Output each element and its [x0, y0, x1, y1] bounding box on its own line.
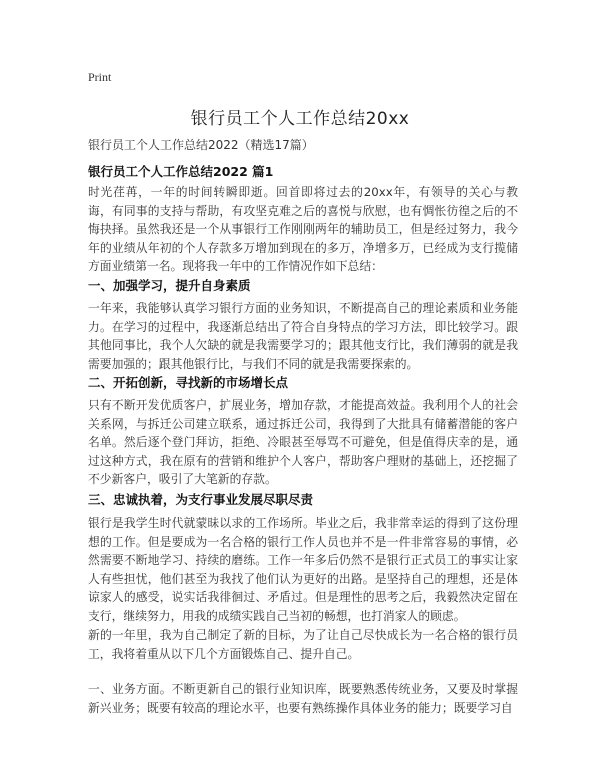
piece-heading: 银行员工个人工作总结2022 篇1 [88, 164, 274, 179]
document-title: 银行员工个人工作总结20xx [190, 109, 410, 129]
intro-paragraph: 时光荏苒，一年的时间转瞬即逝。回首即将过去的20xx年，有领导的关心与教诲，有同事的支持与帮助，有攻坚克难之后的喜悦与欣慰，也有惆怅彷徨之后的不悔抉择。虽然我还是一个从事银行工作刚刚两年的辅助员工，但是经过努力，我今年的业绩从年初的个人存款多万增加到现在的多万，净增多万，已经成为支行揽储方面业绩第一名。现将我一年中的工作情况作如下总结： [88, 185, 518, 273]
section-heading-study: 一、加强学习，提升自身素质 [88, 278, 251, 293]
section-heading-loyalty: 三、忠诚执着，为支行事业发展尽职尽责 [88, 492, 314, 507]
study-paragraph: 一年来，我能够认真学习银行方面的业务知识，不断提高自己的理论素质和业务能力。在学习的过程中，我逐渐总结出了符合自身特点的学习方法，即比较学习。跟其他同事比，我个人欠缺的就是我需要学习的；跟其他支行比，我们薄弱的就是我需要加强的；跟其他银行比，与我们不同的就是我需要探索的。 [88, 301, 518, 371]
new-year-plan-paragraph: 新的一年里，我为自己制定了新的目标，为了让自己尽快成长为一名合格的银行员工，我将着重从以下几个方面锻炼自己、提升自己。 [88, 628, 518, 661]
document-subtitle: 银行员工个人工作总结2022（精选17篇） [88, 138, 314, 152]
innovation-paragraph: 只有不断开发优质客户，扩展业务，增加存款，才能提高效益。我利用个人的社会关系网，与拆迁公司建立联系，通过拆迁公司，我得到了大批具有储蓄潜能的客户名单。然后逐个登门拜访，拒绝、冷眼甚至辱骂不可避免，但是值得庆幸的是，通过这种方式，我在原有的营销和维护个人客户，帮助客户理财的基础上，还挖掘了不少新客户，吸引了大笔新的存款。 [88, 398, 518, 486]
loyalty-paragraph: 银行是我学生时代就蒙昧以求的工作场所。毕业之后，我非常幸运的得到了这份理想的工作。但是要成为一名合格的银行工作人员也并不是一件非常容易的事情，必然需要不断地学习、持续的磨练。工作一年多后仍然不是银行正式员工的事实让家人有些担忧，他们甚至为我找了他们认为更好的出路。是坚持自己的理想，还是体谅家人的感受，说实话我徘徊过、矛盾过。但是理性的思考之后，我毅然决定留在支行，继续努力，用我的成绩实践自己当初的畅想，也打消家人的顾虑。 [88, 516, 518, 623]
section-heading-innovation: 二、开拓创新，寻找新的市场增长点 [88, 375, 289, 390]
business-paragraph: 一、业务方面。不断更新自己的银行业知识库，既要熟悉传统业务，又要及时掌握新兴业务；既要有较高的理论水平，也要有熟练操作具体业务的能力；既要学习自 [88, 682, 518, 715]
print-label: Print [88, 70, 112, 84]
